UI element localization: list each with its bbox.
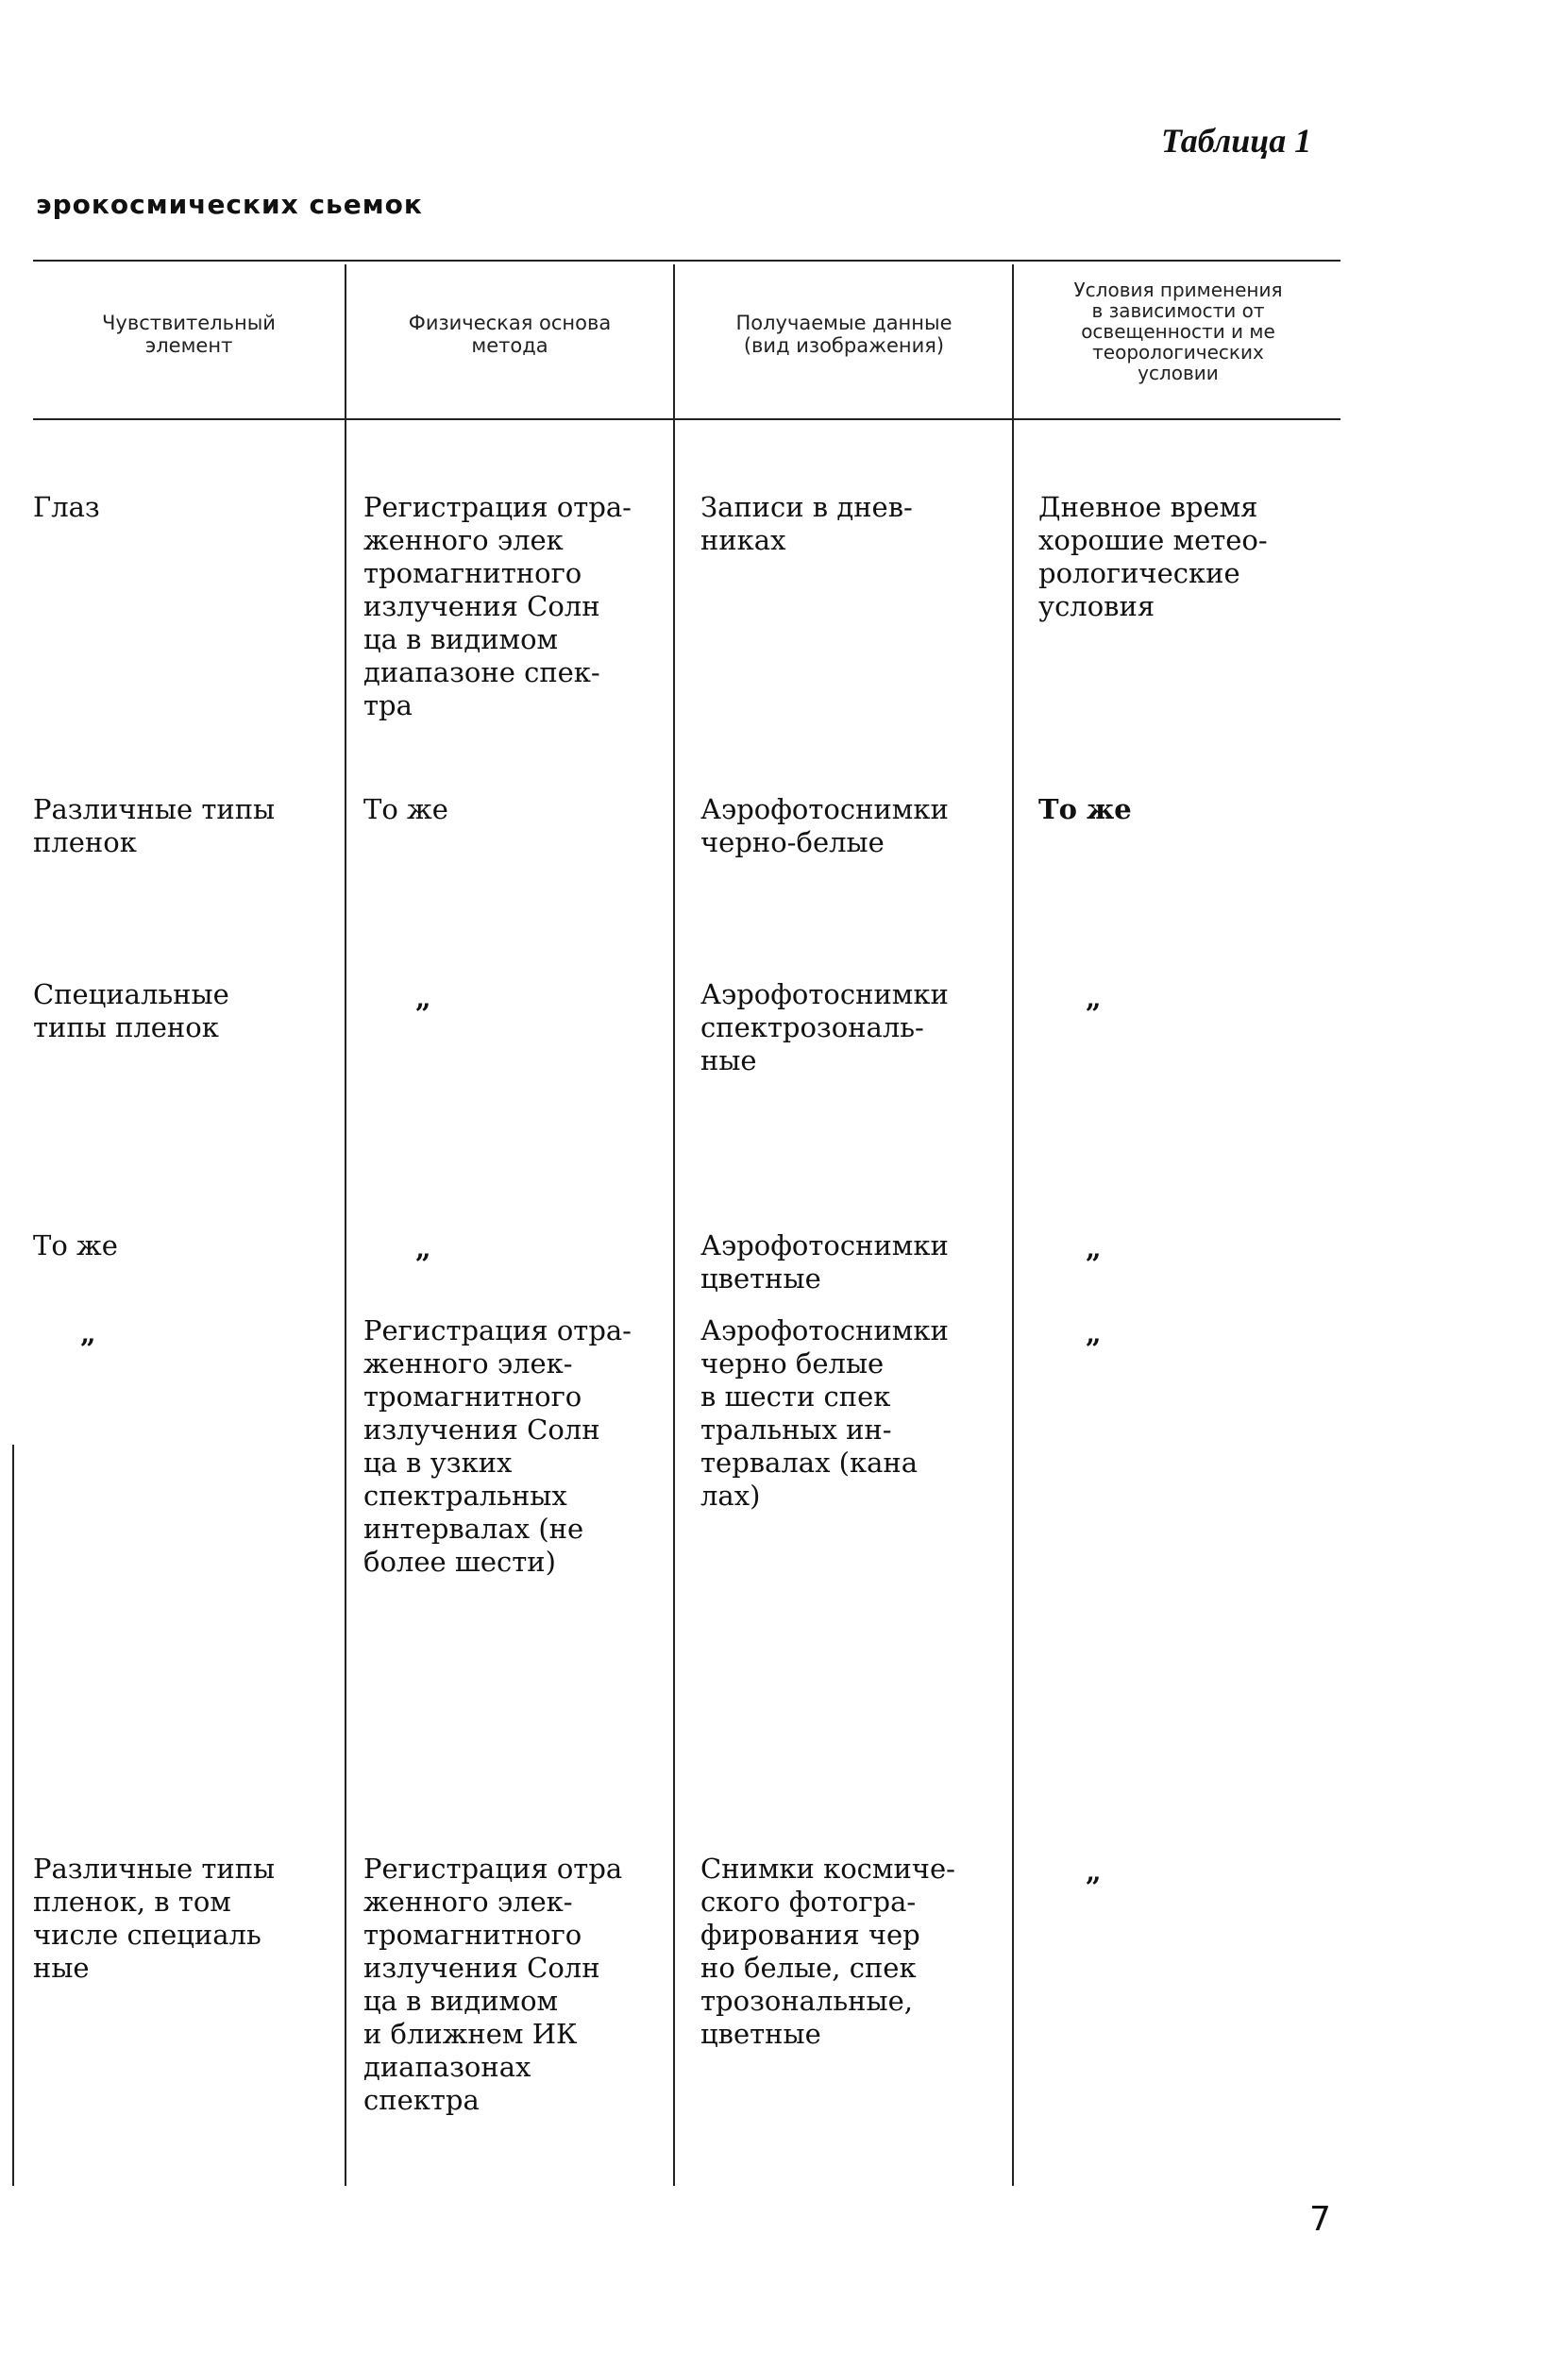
page-number: 7 [1309,2200,1331,2239]
column-divider-3 [1012,264,1014,2186]
column-divider-1 [345,264,346,2186]
table-cell: Аэрофотоснимки цветные [700,1229,949,1295]
table-cell: Различные типы пленок [33,793,276,858]
table-cell: Аэрофотоснимки спектрозональ- ные [700,978,949,1076]
table-cell: То же [363,793,448,825]
table-cell: Регистрация отра- женного элек- тромагнитного излучения Солн ца в узких спектральных интервалах (не более шести) [363,1314,632,1578]
table-cell: Записи в днев- никах [700,491,913,556]
table-cell: Глаз [33,491,100,523]
ditto-mark: „ [1086,1232,1102,1264]
header-bottom-rule [33,418,1340,420]
table-cell: Различные типы пленок, в том числе специаль ные [33,1853,276,1984]
page-edge-mark [12,1445,14,2186]
ditto-mark: „ [415,1232,431,1264]
table-caption: эрокосмических сьемок [36,189,423,220]
ditto-mark: „ [1086,1855,1102,1888]
table-cell: То же [33,1229,118,1261]
table-cell: Снимки космиче- ского фотогра- фирования чер но белые, спек трозональные, цветные [700,1853,955,2050]
table-label: Таблица 1 [1161,122,1312,160]
header-sensitive-element: Чувствительный элемент [102,312,276,357]
ditto-mark: „ [415,982,431,1014]
table-cell: Аэрофотоснимки черно белые в шести спек тральных ин- тервалах (кана лах) [700,1314,949,1512]
ditto-mark: „ [80,1317,96,1349]
header-application-conditions: Условия применения в зависимости от освещенности и ме теорологических условии [1073,279,1283,384]
table-cell: То же [1038,793,1132,825]
table-top-rule [33,260,1340,262]
table-cell: Специальные типы пленок [33,978,229,1043]
ditto-mark: „ [1086,982,1102,1014]
table-cell: Регистрация отра- женного элек тромагнитного излучения Солн ца в видимом диапазоне спек- тра [363,491,632,721]
table-cell: Регистрация отра женного элек- тромагнитного излучения Солн ца в видимом и ближнем ИК диапазонах спектра [363,1853,623,2116]
header-physical-basis: Физическая основа метода [408,312,612,357]
table-cell: Аэрофотоснимки черно-белые [700,793,949,858]
header-obtained-data: Получаемые данные (вид изображения) [735,312,953,357]
ditto-mark: „ [1086,1317,1102,1349]
table-cell: Дневное время хорошие метео- рологические условия [1038,491,1268,622]
column-divider-2 [673,264,675,2186]
